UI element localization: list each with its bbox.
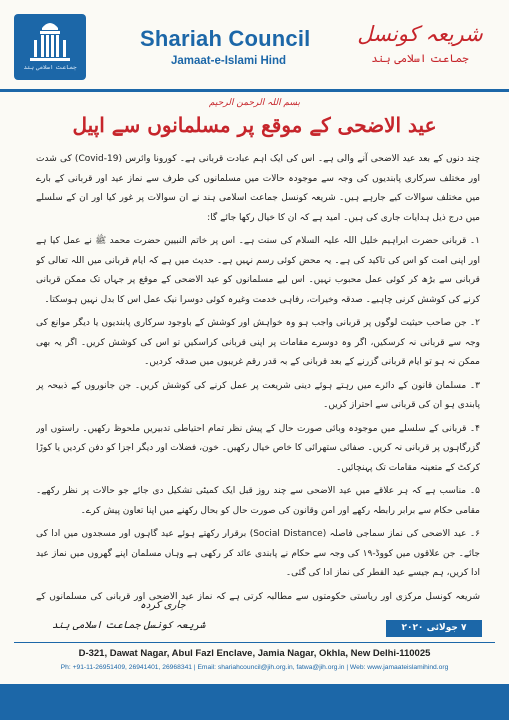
guideline-5: ۵۔ مناسب ہے کہ ہر علاقے میں عید الاضحی سے چند روز قبل ایک کمیٹی تشکیل دی جائے جو حالات پر نظر رکھے۔ مقامی حکام سے برابر رابطہ رکھے اور امن وقانون کی صورت حال کو بحال رکھنے میں اپنا تعاون پیش کرے۔: [36, 486, 480, 516]
intro-paragraph: چند دنوں کے بعد عید الاضحی آنے والی ہے۔ اس کی ایک اہم عبادت قربانی ہے۔ کورونا وائرس (Covid-19) کی شدت اور مختلف سرکاری پابندیوں کی وجہ سے موجودہ حالات میں مسلمانوں کی طرف سے نماز عید اور قربانی کے بارے میں مختلف سوالات کیے جارہے ہیں۔ شریعہ کونسل جماعت اسلامی ہند نے ان سوالات پر غور کیا اور ان کے سلسلے میں درج ذیل ہدایات جاری کی ہیں۔ امید ہے کہ ان کا خیال رکھا جائے گا:: [36, 154, 480, 223]
logo-caption: جماعت اسلامی ہند: [23, 64, 77, 71]
date-badge: ۷ جولائی ۲۰۲۰: [386, 620, 482, 637]
letter-body: [36, 150, 480, 610]
closing-paragraph: شریعہ کونسل مرکزی اور ریاستی حکومتوں سے مطالبہ کرتی ہے کہ نماز عید الاضحی اور قربانی کی مسلمانوں کے: [36, 591, 480, 602]
issued-by: جاری کردہ: [140, 600, 186, 611]
footer-contacts: Ph: +91-11-26951409, 26941401, 26968341 | Email: shariahcouncil@jih.org.in, fatwa@jih.org.in | Web: www.jamaateislamihind.org: [60, 664, 449, 671]
org-name-urdu: شریعہ کونسل: [357, 22, 483, 46]
org-subtitle-urdu: جماعت اسلامی ہند: [371, 52, 469, 65]
guideline-6: ۶۔ عید الاضحی کی نماز سماجی فاصلہ (Social Distance) برقرار رکھتے ہوئے عید گاہوں اور مسجدوں میں ادا کی جائے۔ جن علاقوں میں کووڈ-۱۹ کی وجہ سے حکام نے پابندی عائد کر رکھی ہے وہاں مسلمان اپنے گھروں میں نماز عید ادا کریں، ہم جیسے عید الفطر کی نماز ادا کی گئی۔: [36, 529, 480, 578]
footer-divider: [14, 642, 495, 643]
guideline-3: ۳۔ مسلمان قانون کے دائرے میں رہتے ہوئے دینی شریعت پر عمل کرنے کی کوشش کریں۔ جن جانوروں کے ذبیحہ پر پابندی ہو ان کی قربانی سے احتراز کریں۔: [36, 380, 480, 410]
guideline-1: ۱۔ قربانی حضرت ابراہیم خلیل اللہ علیہ السلام کی سنت ہے۔ اس پر خاتم النبیین حضرت محمد ﷺ نے عمل کیا ہے اور اپنی امت کو اس کی تاکید کی ہے۔ یہ محض کوئی رسم نہیں ہے۔ حدیث میں ہے کہ ایام قربانی میں اللہ تعالی کو قربانی سے بڑھ کر کوئی عمل محبوب نہیں۔ اس لیے مسلمانوں کو عید الاضحی کے موقع پر جہاں تک ممکن قربانی کرنے کی کوشش کرنی چاہیے۔ صدقہ وخیرات، رفاہی خدمت وغیرہ کوئی دوسرا نیک عمل اس کا بدل نہیں ہوسکتا۔: [36, 236, 480, 305]
org-name-english: Shariah Council: [140, 26, 311, 51]
guideline-2: ۲۔ جن صاحب حیثیت لوگوں پر قربانی واجب ہو وہ خواہش اور کوشش کے باوجود سرکاری پابندیوں یا دیگر موانع کی وجہ سے قربانی نہ کرسکیں، اگر وہ دوسرے مقامات پر اپنی قربانی کراسکیں تو اس کی کوشش کریں۔ اگر یہ بھی ممکن نہ ہو تو ایام قربانی گزرنے کے بعد قربانی کے بہ قدر رقم غریبوں میں صدقہ کردیں۔: [36, 318, 480, 367]
footer-address: D-321, Dawat Nagar, Abul Fazl Enclave, Jamia Nagar, Okhla, New Delhi-110025: [78, 648, 431, 659]
header-divider: [0, 89, 509, 92]
letter-title: عید الاضحی کے موقع پر مسلمانوں سے اپیل: [72, 113, 437, 137]
footer-band: [0, 684, 509, 720]
bismillah: بسم اللہ الرحمن الرحیم: [209, 98, 300, 108]
org-subtitle-english: Jamaat-e-Islami Hind: [171, 55, 287, 67]
signature-org: شریعہ کونسل جماعت اسلامی ہند: [52, 620, 206, 631]
jih-logo: [14, 14, 86, 80]
letterhead-header: [0, 0, 509, 92]
guideline-4: ۴۔ قربانی کے سلسلے میں موجودہ وبائی صورت حال کے پیش نظر تمام احتیاطی تدبیریں ملحوظ رکھیں۔ راستوں اور گزرگاہوں پر قربانی نہ کریں۔ صفائی ستھرائی کا خاص خیال رکھیں۔ خون، فضلات اور دیگر اجزا کو دفن کردیں یا کوڑا کرکٹ کے متعینہ مقامات تک پہنچائیں۔: [36, 423, 480, 473]
